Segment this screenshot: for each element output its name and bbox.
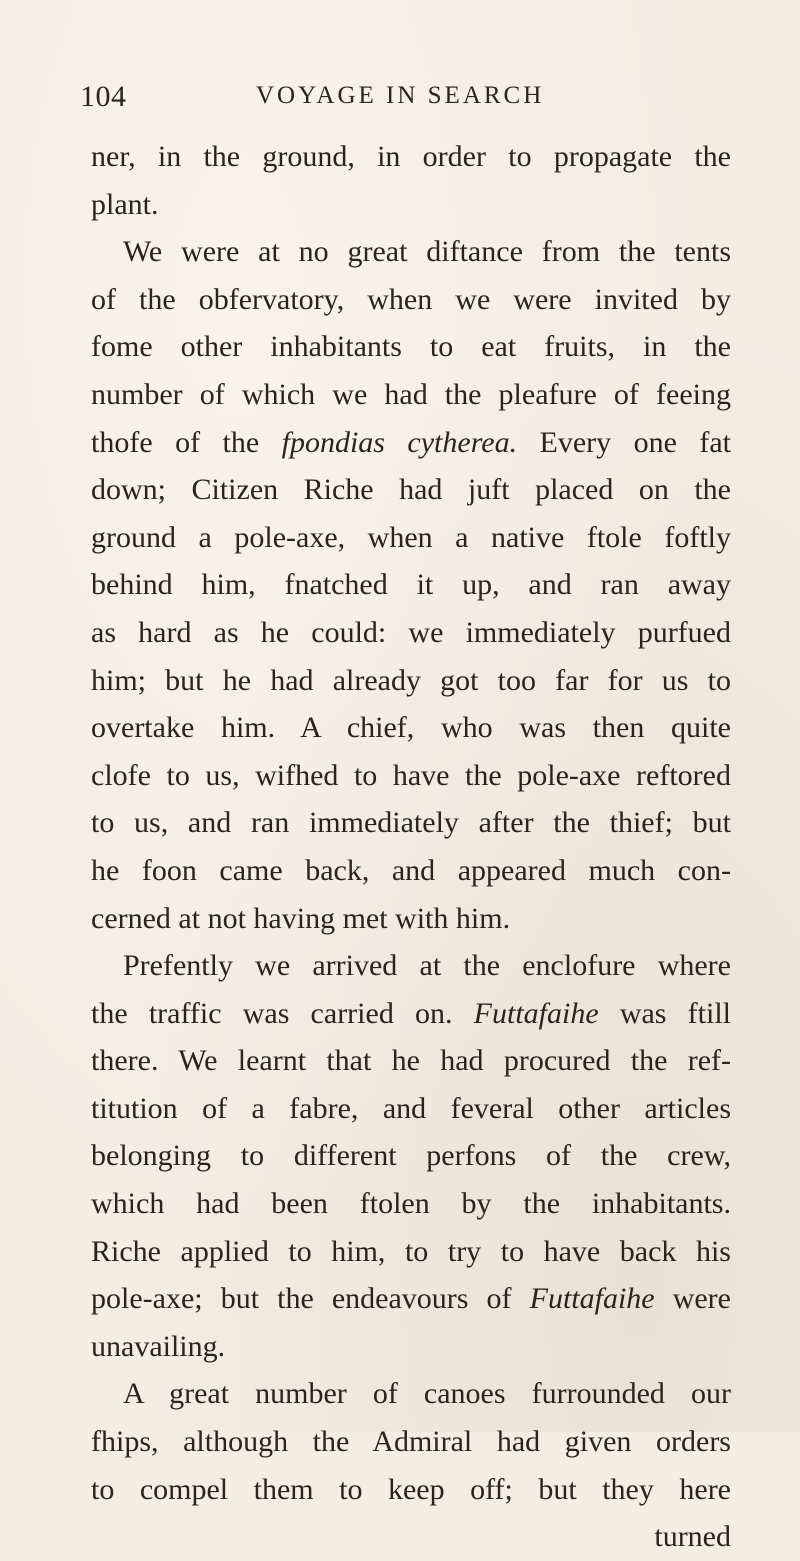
text-line: Riche applied to him, to try to have back his [91, 1234, 731, 1268]
text-line: the traffic was carried on. Futtafaihe was ftill [91, 996, 731, 1030]
italic-name: Futtafaihe [473, 996, 599, 1030]
italic-term: fpondias cytherea. [281, 425, 518, 459]
text-line: A great number of canoes furrounded our [123, 1377, 731, 1411]
text-line: titution of a fabre, and feveral other articles [91, 1091, 731, 1125]
text-line: overtake him. A chief, who was then quite [91, 711, 731, 745]
text-line: cerned at not having met with him. [91, 901, 511, 935]
text-line: unavailing. [91, 1329, 226, 1363]
running-head-title: VOYAGE IN SEARCH [256, 82, 545, 109]
text-line: pole-axe; but the endeavours of Futtafaihe were [91, 1282, 731, 1316]
italic-name: Futtafaihe [529, 1282, 655, 1316]
text-line: thofe of the fpondias cytherea. Every one fat [91, 425, 731, 459]
text-line: of the obfervatory, when we were invited by [91, 282, 731, 316]
text-line: number of which we had the pleafure of feeing [91, 377, 731, 411]
body-text [91, 133, 731, 1561]
catchword: turned [654, 1520, 731, 1554]
text-line: behind him, fnatched it up, and ran away [91, 568, 731, 602]
text-line: down; Citizen Riche had juft placed on the [91, 473, 731, 507]
text-line: which had been ftolen by the inhabitants. [91, 1187, 731, 1221]
page-number: 104 [80, 80, 127, 113]
text-line: to us, and ran immediately after the thief; but [91, 806, 731, 840]
text-line: to compel them to keep off; but they here [91, 1472, 731, 1506]
text-line: Prefently we arrived at the enclofure where [123, 949, 731, 983]
text-line: We were at no great diftance from the tents [123, 235, 731, 269]
text-line: fome other inhabitants to eat fruits, in the [91, 330, 731, 364]
text-line: fhips, although the Admiral had given orders [91, 1425, 731, 1459]
text-line: there. We learnt that he had procured the ref- [91, 1044, 731, 1078]
text-line: clofe to us, wifhed to have the pole-axe reftored [91, 758, 731, 792]
text-line: ner, in the ground, in order to propagate the [91, 140, 731, 173]
text-line: he foon came back, and appeared much con- [91, 853, 731, 887]
text-line: as hard as he could: we immediately purfued [91, 615, 731, 649]
text-line: ground a pole-axe, when a native ftole foftly [91, 520, 731, 554]
text-line: him; but he had already got too far for us to [91, 663, 731, 697]
text-line: belonging to different perfons of the crew, [91, 1139, 731, 1173]
text-line: plant. [91, 187, 159, 221]
running-head [80, 80, 740, 120]
